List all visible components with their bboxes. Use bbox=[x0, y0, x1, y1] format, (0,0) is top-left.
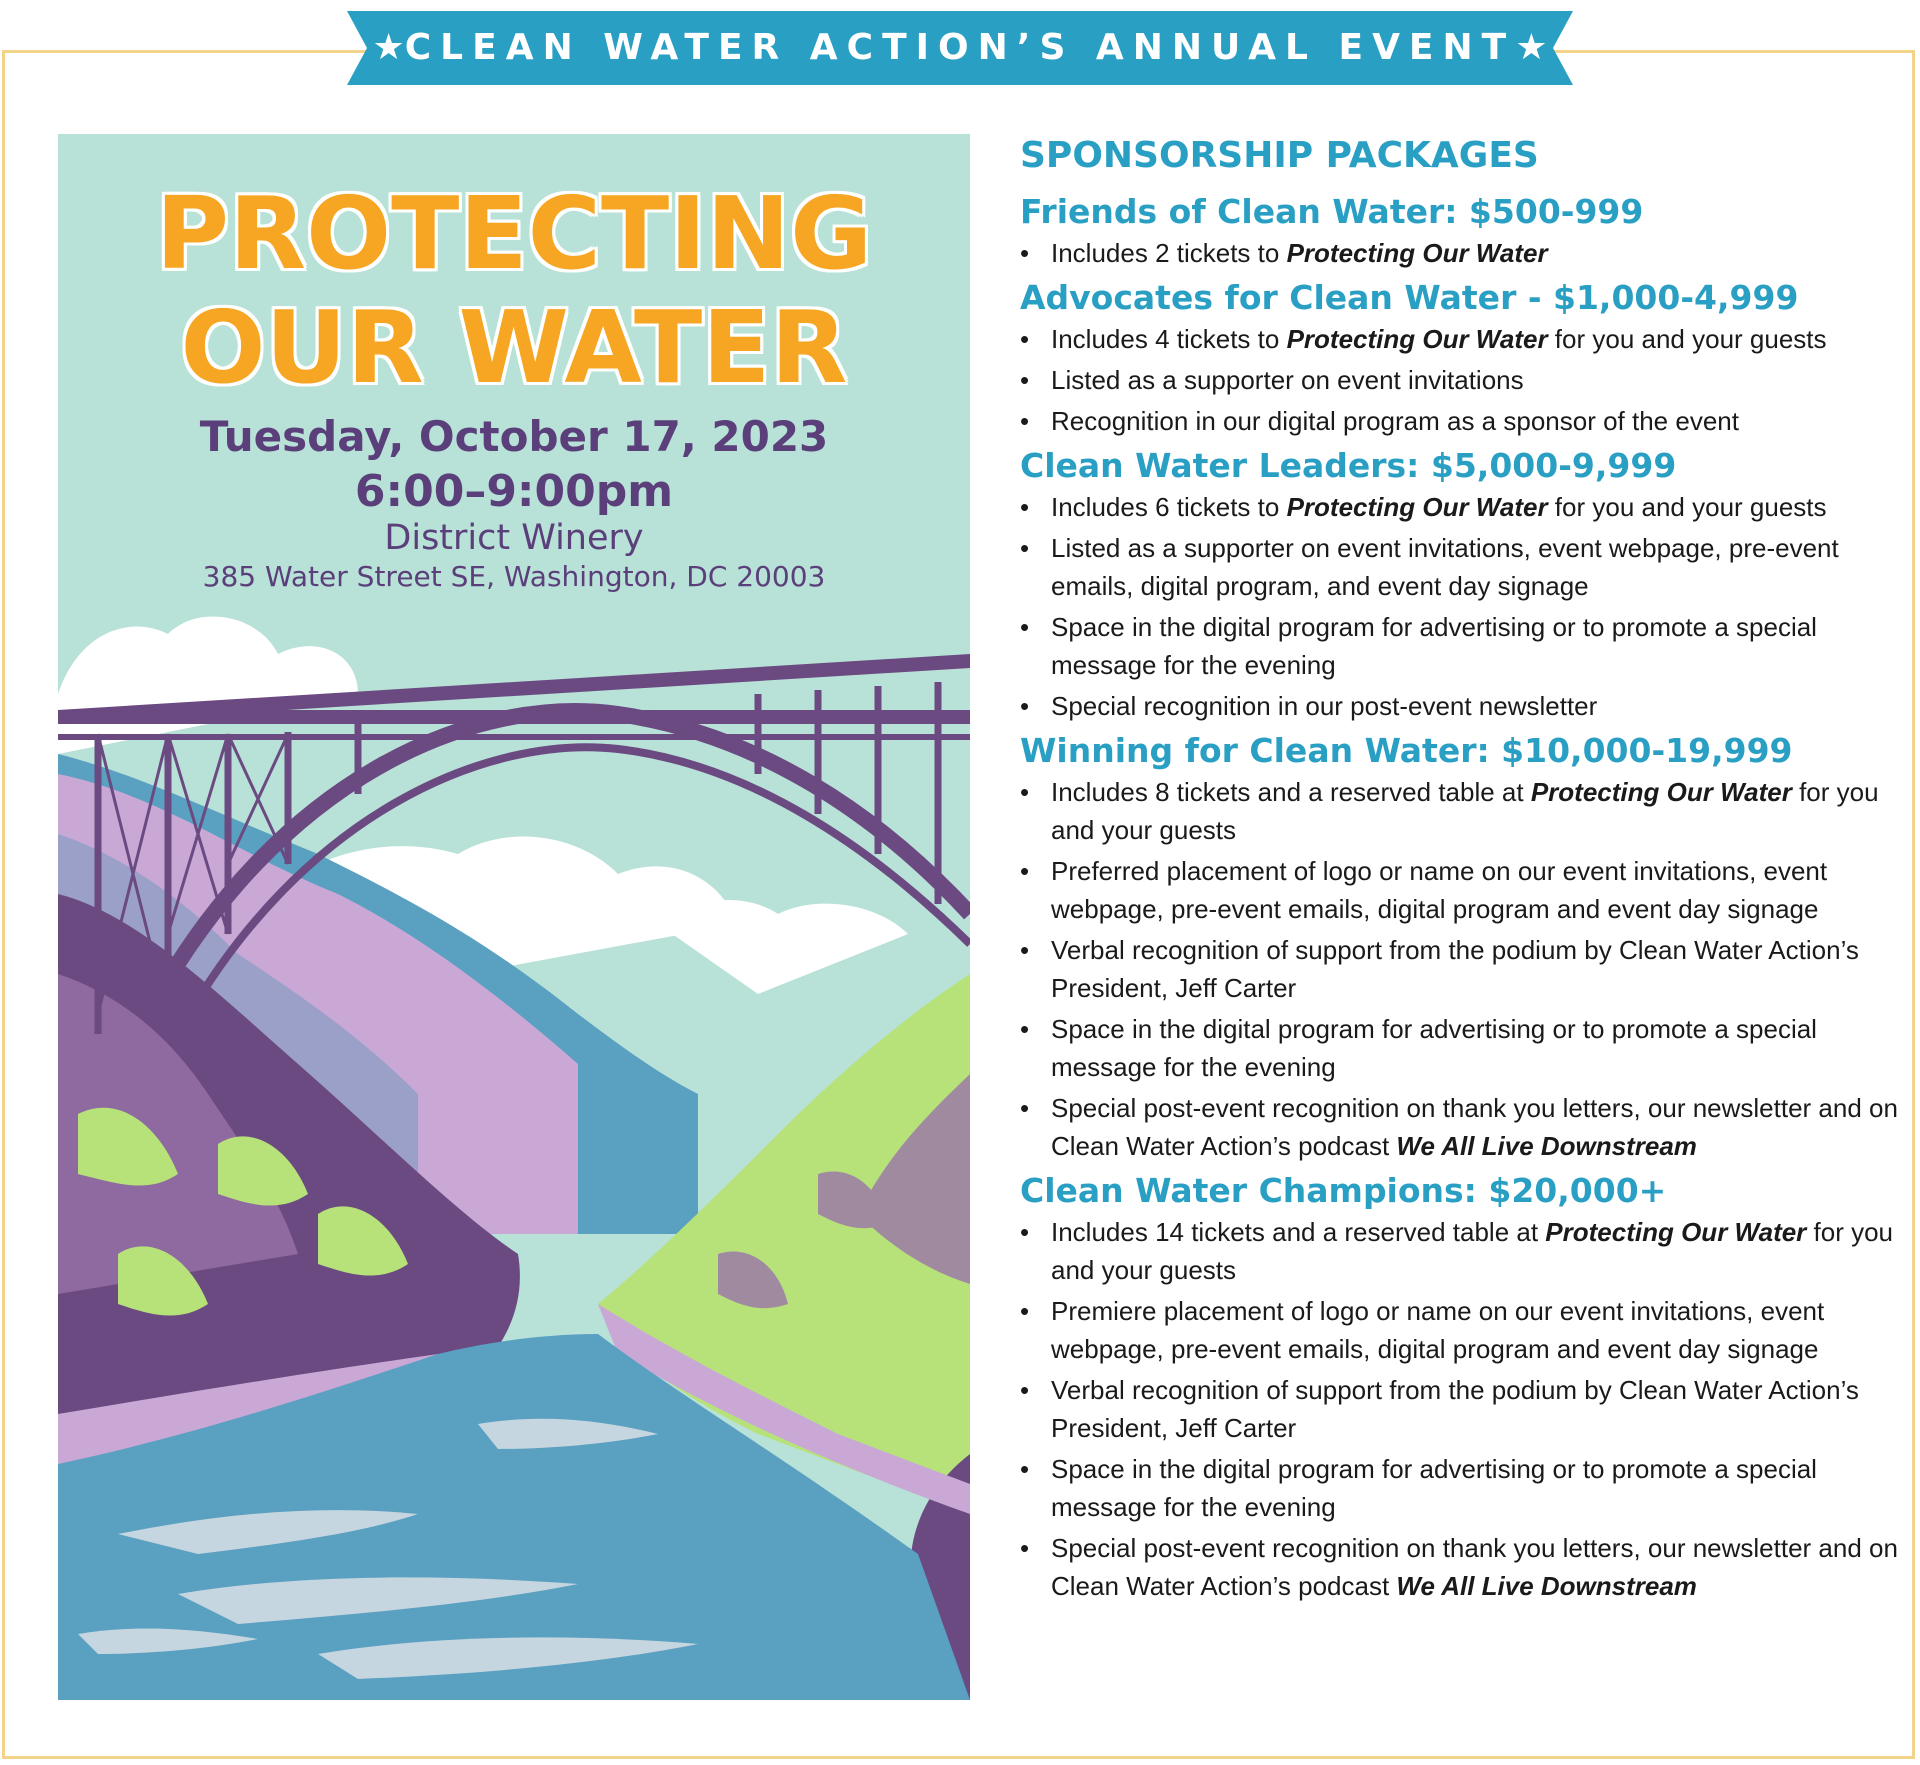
benefit-item bbox=[1020, 320, 1900, 358]
sponsorship-tier bbox=[1020, 444, 1900, 725]
benefit-item bbox=[1020, 1371, 1900, 1447]
benefit-text: Special post-event recognition on thank you letters, our newsletter and on Clean Water Action’s podcast bbox=[1051, 1093, 1898, 1161]
tier-list bbox=[1020, 190, 1900, 1605]
benefit-emphasis: We All Live Downstream bbox=[1396, 1571, 1697, 1601]
sponsorship-tier bbox=[1020, 1169, 1900, 1605]
benefit-item bbox=[1020, 1450, 1900, 1526]
benefit-text: Preferred placement of logo or name on our event invitations, event webpage, pre-event emails, digital program and event day signage bbox=[1051, 856, 1828, 924]
benefit-text: Verbal recognition of support from the podium by Clean Water Action’s President, Jeff Carter bbox=[1051, 935, 1859, 1003]
benefit-item bbox=[1020, 852, 1900, 928]
tier-benefits bbox=[1020, 1213, 1900, 1605]
benefit-text: Premiere placement of logo or name on our event invitations, event webpage, pre-event emails, digital program and event day signage bbox=[1051, 1296, 1825, 1364]
star-icon: ★ bbox=[1515, 27, 1548, 68]
benefit-text: Special recognition in our post-event newsletter bbox=[1051, 691, 1598, 721]
benefit-text: Verbal recognition of support from the podium by Clean Water Action’s President, Jeff Carter bbox=[1051, 1375, 1859, 1443]
tier-title: Advocates for Clean Water - $1,000-4,999 bbox=[1020, 278, 1799, 317]
benefit-emphasis: Protecting Our Water bbox=[1286, 492, 1548, 522]
benefit-item bbox=[1020, 361, 1900, 399]
benefit-text: Space in the digital program for advertising or to promote a special message for the evening bbox=[1051, 1014, 1817, 1082]
benefit-emphasis: Protecting Our Water bbox=[1530, 777, 1792, 807]
benefit-item bbox=[1020, 1292, 1900, 1368]
benefit-text: Includes 2 tickets to bbox=[1051, 238, 1287, 268]
benefit-text-after: for you and your guests bbox=[1051, 1217, 1894, 1285]
event-banner bbox=[347, 11, 1573, 85]
benefit-item bbox=[1020, 1213, 1900, 1289]
packages-heading: SPONSORSHIP PACKAGES bbox=[1020, 135, 1539, 176]
sponsorship-packages bbox=[1020, 130, 1900, 1609]
benefit-text-after: for you and your guests bbox=[1051, 777, 1879, 845]
sponsorship-tier bbox=[1020, 190, 1900, 272]
benefit-text-after: for you and your guests bbox=[1547, 492, 1827, 522]
benefit-text: Includes 14 tickets and a reserved table at bbox=[1051, 1217, 1546, 1247]
benefit-item bbox=[1020, 931, 1900, 1007]
tier-title: Clean Water Leaders: $5,000-9,999 bbox=[1020, 446, 1677, 485]
poster-title-line-2: OUR WATER bbox=[180, 289, 848, 406]
benefit-item bbox=[1020, 488, 1900, 526]
poster-title-line-1: PROTECTING bbox=[155, 175, 873, 292]
sponsorship-tier bbox=[1020, 276, 1900, 440]
benefit-text: Includes 8 tickets and a reserved table at bbox=[1051, 777, 1531, 807]
benefit-item bbox=[1020, 608, 1900, 684]
star-icon: ★ bbox=[372, 27, 405, 68]
benefit-emphasis: Protecting Our Water bbox=[1286, 238, 1548, 268]
event-venue: District Winery bbox=[384, 518, 644, 558]
sponsorship-tier bbox=[1020, 729, 1900, 1165]
benefit-emphasis: Protecting Our Water bbox=[1545, 1217, 1807, 1247]
benefit-item bbox=[1020, 402, 1900, 440]
event-poster bbox=[58, 134, 970, 1700]
tier-benefits bbox=[1020, 488, 1900, 725]
benefit-item bbox=[1020, 773, 1900, 849]
event-time: 6:00–9:00pm bbox=[354, 466, 674, 517]
benefit-text-after: for you and your guests bbox=[1547, 324, 1827, 354]
benefit-emphasis: We All Live Downstream bbox=[1396, 1131, 1697, 1161]
benefit-text: Includes 4 tickets to bbox=[1051, 324, 1287, 354]
tier-title: Clean Water Champions: $20,000+ bbox=[1020, 1171, 1667, 1210]
benefit-item bbox=[1020, 529, 1900, 605]
event-date: Tuesday, October 17, 2023 bbox=[199, 412, 829, 461]
benefit-emphasis: Protecting Our Water bbox=[1286, 324, 1548, 354]
benefit-text: Includes 6 tickets to bbox=[1051, 492, 1287, 522]
benefit-text: Listed as a supporter on event invitations, event webpage, pre-event emails, digital program, and event day signage bbox=[1051, 533, 1839, 601]
event-address: 385 Water Street SE, Washington, DC 20003 bbox=[202, 560, 826, 593]
tier-title: Winning for Clean Water: $10,000-19,999 bbox=[1020, 731, 1793, 770]
benefit-text: Recognition in our digital program as a sponsor of the event bbox=[1051, 406, 1739, 436]
tier-benefits bbox=[1020, 234, 1900, 272]
tier-benefits bbox=[1020, 773, 1900, 1165]
benefit-text: Special post-event recognition on thank you letters, our newsletter and on Clean Water Action’s podcast bbox=[1051, 1533, 1898, 1601]
benefit-item bbox=[1020, 1010, 1900, 1086]
benefit-item bbox=[1020, 234, 1900, 272]
benefit-text: Space in the digital program for advertising or to promote a special message for the evening bbox=[1051, 612, 1817, 680]
benefit-item bbox=[1020, 1089, 1900, 1165]
benefit-item bbox=[1020, 1529, 1900, 1605]
benefit-text: Listed as a supporter on event invitations bbox=[1051, 365, 1524, 395]
tier-title: Friends of Clean Water: $500-999 bbox=[1020, 192, 1644, 231]
benefit-item bbox=[1020, 687, 1900, 725]
tier-benefits bbox=[1020, 320, 1900, 440]
banner-title: CLEAN WATER ACTION’S ANNUAL EVENT bbox=[404, 27, 1516, 68]
benefit-text: Space in the digital program for advertising or to promote a special message for the evening bbox=[1051, 1454, 1817, 1522]
